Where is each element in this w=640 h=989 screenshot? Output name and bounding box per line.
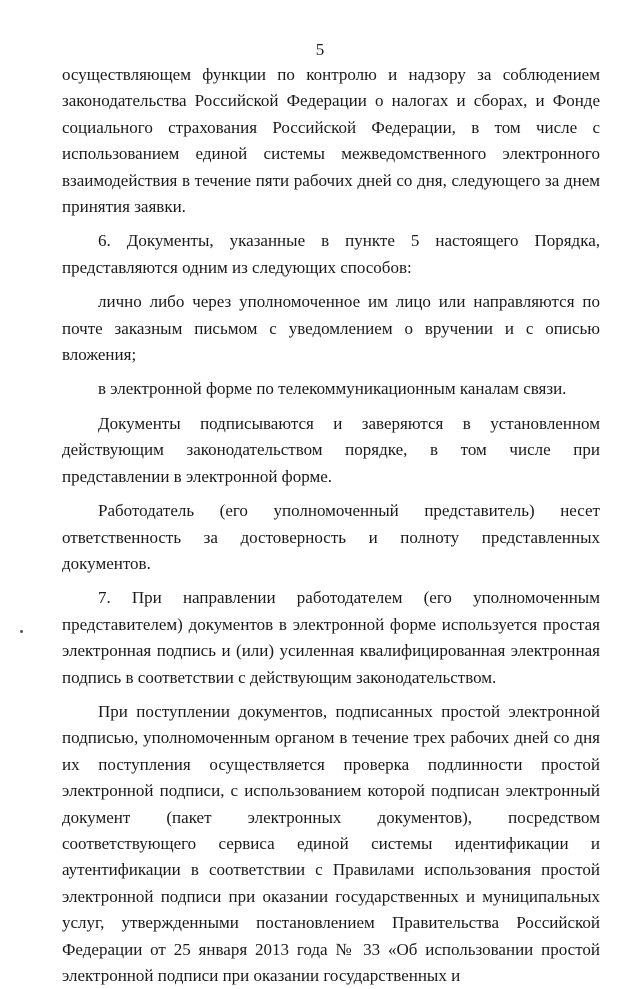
paragraph-verification: При поступлении документов, подписанных простой электронной подписью, уполномоченным органом в течение трех рабочих дней со дня их поступления осуществляется проверка подлинности простой электронной подписи, с использованием которой подписан электронный документ (пакет электронных документов), посредством соответствующего сервиса единой системы идентификации и аутентификации в соответствии с Правилами использования простой электронной подписи при оказании государственных и муниципальных услуг, утвержденными постановлением Правительства Российской Федерации от 25 января 2013 года № 33 «Об использовании простой электронной подписи при оказании государственных и xyxy=(62,701,600,985)
paragraph-method-electronic: в электронной форме по телекоммуникационным каналам связи. xyxy=(98,379,567,399)
paragraph-responsibility: Работодатель (его уполномоченный представитель) несет ответственность за достоверность и полноту представленных документов. xyxy=(62,501,600,573)
paragraph-item-6: 6. Документы, указанные в пункте 5 настоящего Порядка, представляются одним из следующих способов: xyxy=(62,231,600,277)
margin-mark xyxy=(20,630,23,633)
paragraph-method-mail: лично либо через уполномоченное им лицо или направляются по почте заказным письмом с уведомлением о вручении и с описью вложения; xyxy=(62,292,600,365)
page-number: 5 xyxy=(315,40,325,59)
paragraph-signing: Документы подписываются и заверяются в установленном действующим законодательством порядке, в том числе при представлении в электронной форме. xyxy=(62,413,600,486)
paragraph-continuation: осуществляющем функции по контролю и надзору за соблюдением законодательства Российской Федерации о налогах и сборах, и Фонде социального страхования Российской Федерации, в том числе с использованием единой системы межведомственного электронного взаимодействия в течение пяти рабочих дней со дня, следующего за днем принятия заявки. xyxy=(62,65,600,217)
document-body xyxy=(62,62,600,989)
paragraph-item-7: 7. При направлении работодателем (его уполномоченным представителем) документов в электронной форме используется простая электронная подпись и (или) усиленная квалифицированная электронная подпись в соответствии с действующим законодательством. xyxy=(62,588,600,687)
